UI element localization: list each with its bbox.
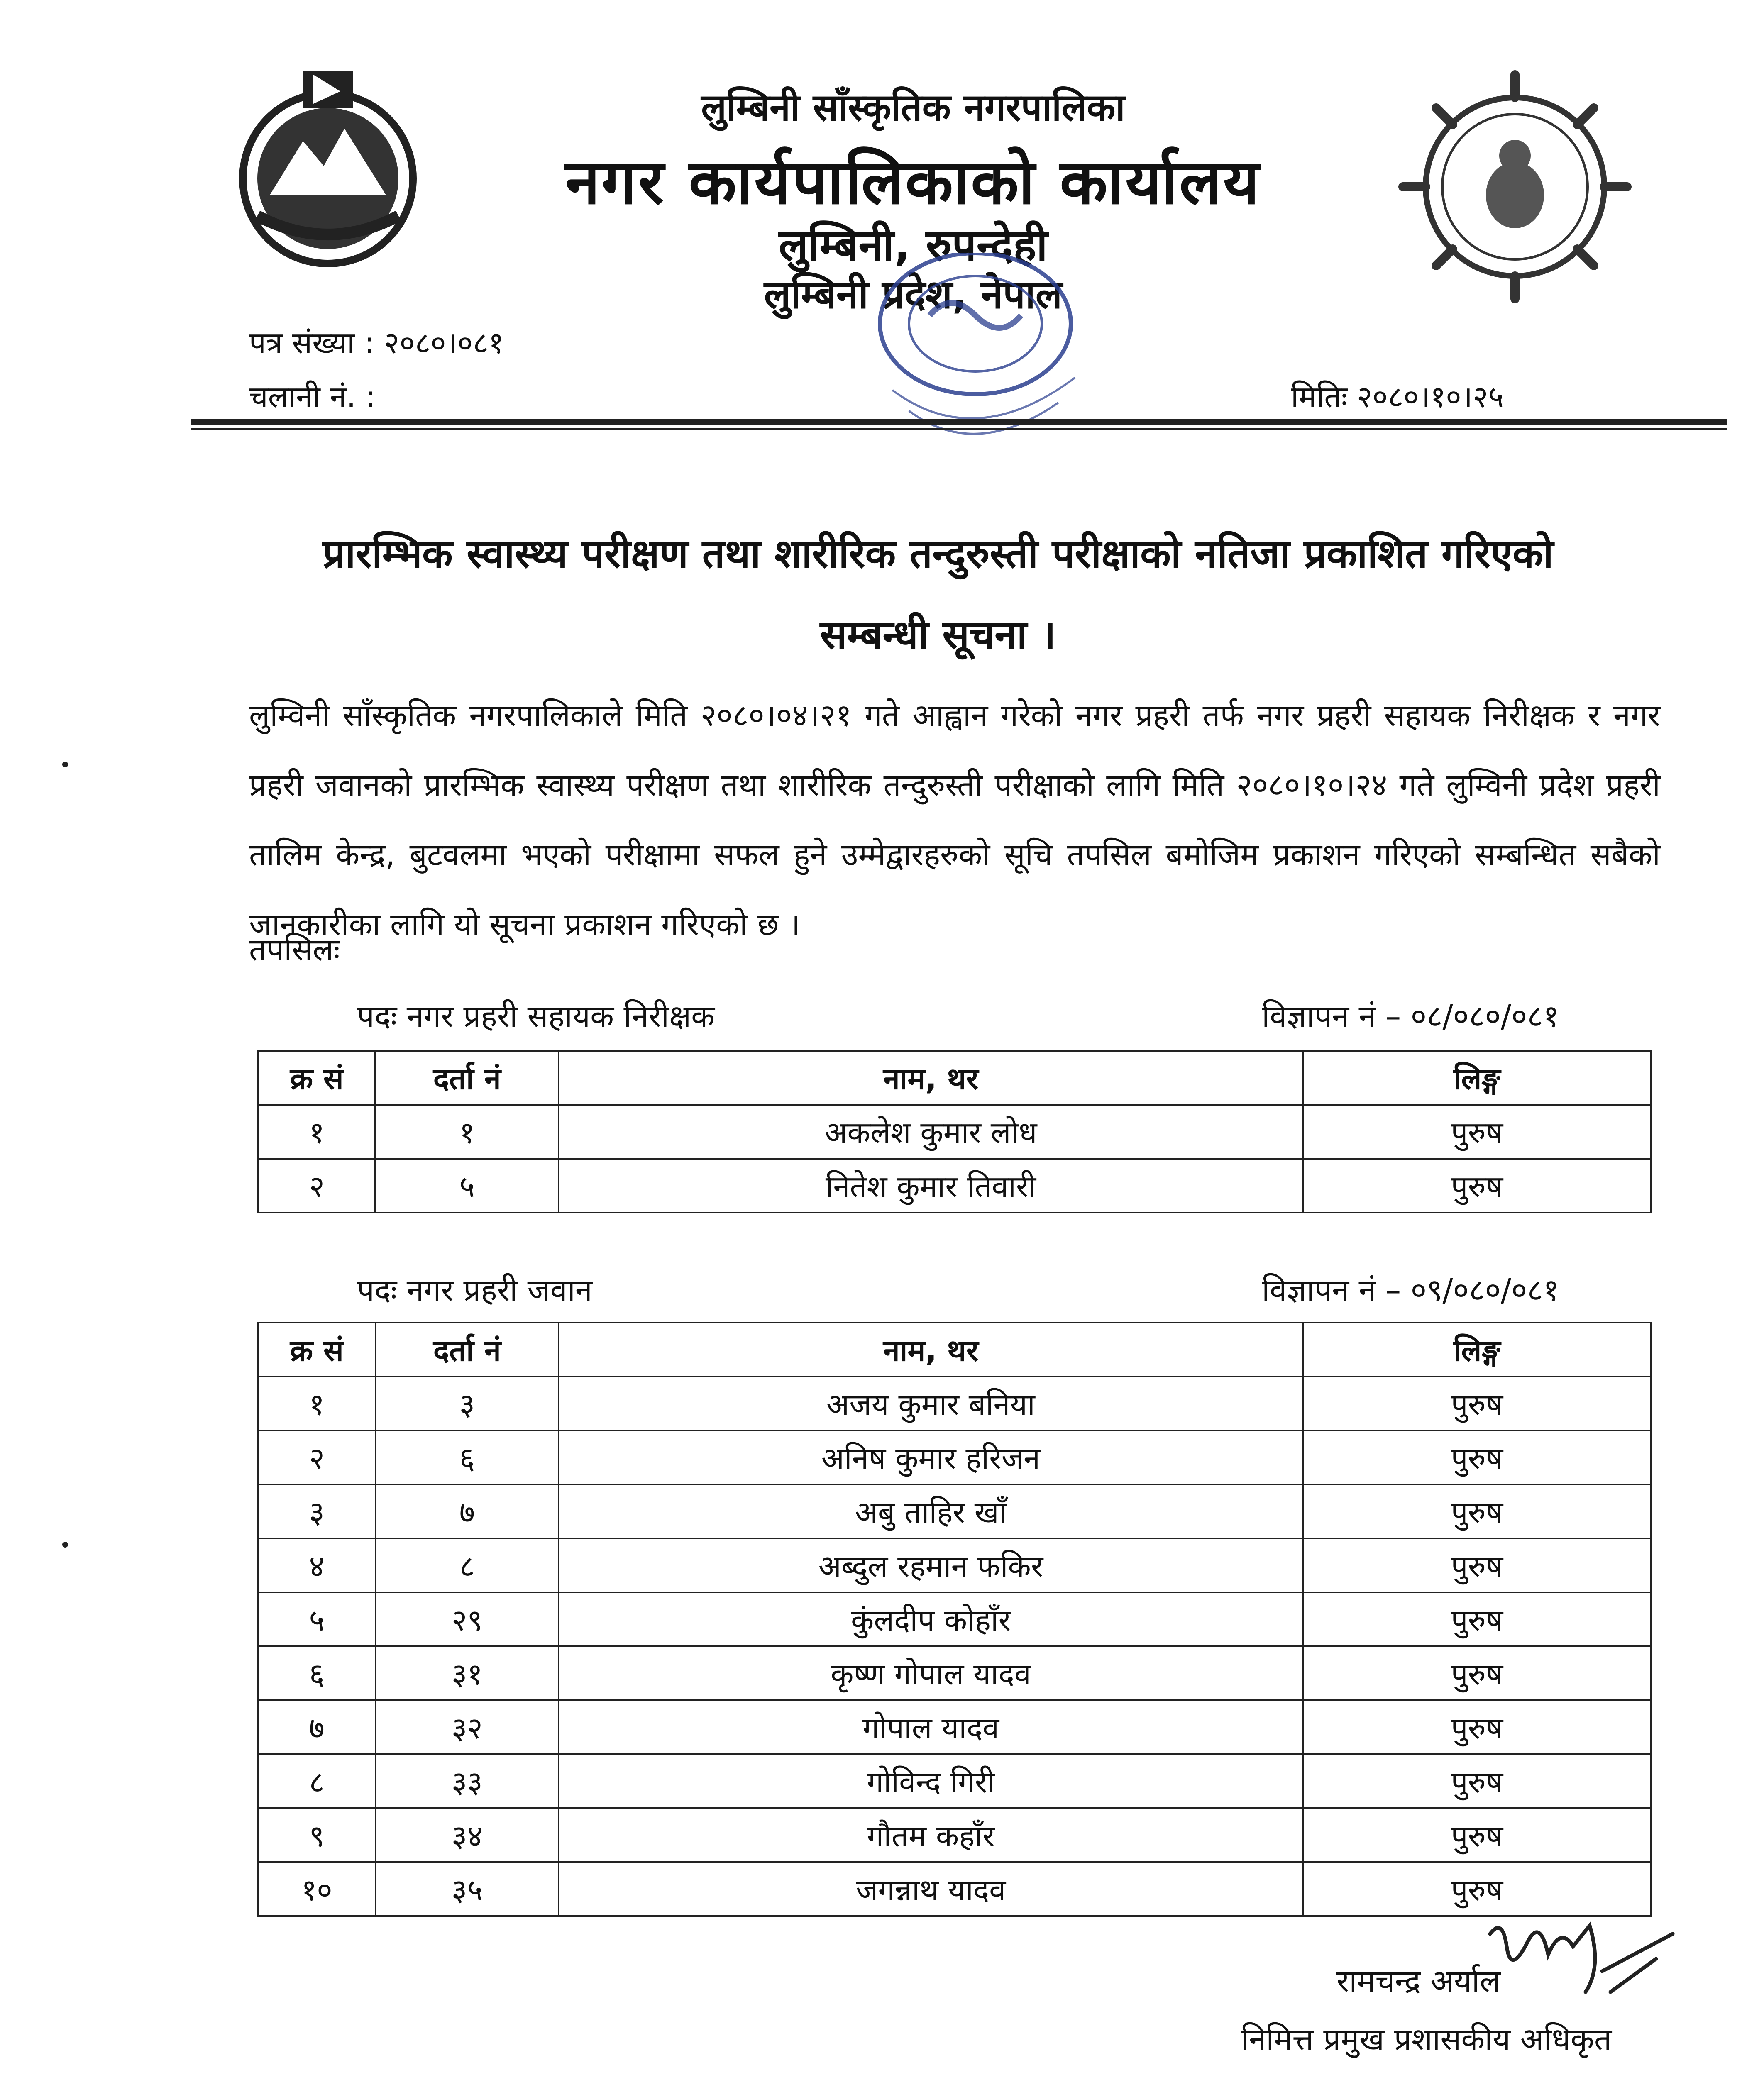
- cell-serial: ९: [258, 1808, 376, 1862]
- nepal-emblem-icon: [232, 58, 423, 290]
- results-table-constable: [257, 1322, 1652, 1917]
- col-serial: क्र सं: [258, 1323, 376, 1377]
- details-heading: तपसिलः: [249, 932, 340, 968]
- cell-gender: पुरुष: [1303, 1754, 1651, 1808]
- cell-serial: ७: [258, 1700, 376, 1754]
- table-header-row: [258, 1051, 1651, 1105]
- cell-gender: पुरुष: [1303, 1105, 1651, 1159]
- cell-name: जगन्नाथ यादव: [559, 1862, 1303, 1916]
- table-row: [258, 1646, 1651, 1700]
- table-row: [258, 1862, 1651, 1916]
- signatory-name: रामचन्द्र अर्याल: [1336, 1963, 1501, 1999]
- office-seal-stamp: [826, 253, 1125, 469]
- table-row: [258, 1592, 1651, 1646]
- cell-name: अनिष कुमार हरिजन: [559, 1431, 1303, 1484]
- cell-registration: ७: [376, 1484, 559, 1538]
- cell-registration: ३: [376, 1377, 559, 1431]
- table-row: [258, 1754, 1651, 1808]
- cell-name: अजय कुमार बनिया: [559, 1377, 1303, 1431]
- cell-registration: २९: [376, 1592, 559, 1646]
- cell-name: गोपाल यादव: [559, 1700, 1303, 1754]
- col-name: नाम, थर: [559, 1323, 1303, 1377]
- table-row: [258, 1431, 1651, 1484]
- advertisement-number-inspector: विज्ञापन नं – ०८/०८०/०८१: [1262, 998, 1559, 1034]
- cell-gender: पुरुष: [1303, 1431, 1651, 1484]
- cell-serial: ४: [258, 1538, 376, 1592]
- office-location: लुम्बिनी, रुपन्देही: [779, 220, 1048, 271]
- cell-gender: पुरुष: [1303, 1159, 1651, 1213]
- cell-registration: १: [375, 1105, 559, 1159]
- cell-serial: १: [258, 1105, 375, 1159]
- cell-registration: ६: [376, 1431, 559, 1484]
- table-row: [258, 1159, 1651, 1213]
- header-divider-thin: [191, 428, 1727, 430]
- header-divider: [191, 419, 1727, 425]
- scan-speck: [62, 762, 68, 767]
- col-registration: दर्ता नं: [376, 1323, 559, 1377]
- municipality-name: लुम्बिनी साँस्कृतिक नगरपालिका: [701, 86, 1125, 129]
- notice-title-line2: सम्बन्धी सूचना ।: [820, 611, 1056, 658]
- cell-name: कृष्ण गोपाल यादव: [559, 1646, 1303, 1700]
- scan-speck: [62, 1542, 68, 1548]
- col-serial: क्र सं: [258, 1051, 375, 1105]
- cell-registration: ८: [376, 1538, 559, 1592]
- cell-name: नितेश कुमार तिवारी: [559, 1159, 1303, 1213]
- results-table-inspector: [257, 1050, 1652, 1213]
- col-registration: दर्ता नं: [375, 1051, 559, 1105]
- handwritten-signature: [1478, 1909, 1685, 2017]
- cell-serial: १: [258, 1377, 376, 1431]
- cell-gender: पुरुष: [1303, 1862, 1651, 1916]
- cell-gender: पुरुष: [1303, 1538, 1651, 1592]
- post-label-inspector: पदः नगर प्रहरी सहायक निरीक्षक: [357, 998, 715, 1034]
- cell-serial: १०: [258, 1862, 376, 1916]
- reference-number: पत्र संख्या : २०८०।०८१: [249, 325, 504, 360]
- col-gender: लिङ्ग: [1303, 1051, 1651, 1105]
- cell-serial: ८: [258, 1754, 376, 1808]
- cell-serial: ६: [258, 1646, 376, 1700]
- cell-gender: पुरुष: [1303, 1484, 1651, 1538]
- cell-name: अबु ताहिर खाँ: [559, 1484, 1303, 1538]
- cell-serial: २: [258, 1159, 375, 1213]
- col-name: नाम, थर: [559, 1051, 1303, 1105]
- table-row: [258, 1808, 1651, 1862]
- office-province: लुम्बिनी प्रदेश, नेपाल: [764, 272, 1063, 317]
- notice-title: प्रारम्भिक स्वास्थ्य परीक्षण तथा शारीरिक तन्दुरुस्ती परीक्षाको नतिजा प्रकाशित गरिएको: [323, 530, 1554, 577]
- cell-name: अकलेश कुमार लोध: [559, 1105, 1303, 1159]
- advertisement-number-constable: विज्ञापन नं – ०९/०८०/०८१: [1262, 1272, 1559, 1308]
- cell-gender: पुरुष: [1303, 1808, 1651, 1862]
- col-gender: लिङ्ग: [1303, 1323, 1651, 1377]
- table-row: [258, 1105, 1651, 1159]
- cell-name: गौतम कहाँर: [559, 1808, 1303, 1862]
- table-header-row: [258, 1323, 1651, 1377]
- cell-registration: ३१: [376, 1646, 559, 1700]
- cell-registration: ३४: [376, 1808, 559, 1862]
- cell-registration: ३२: [376, 1700, 559, 1754]
- cell-name: अब्दुल रहमान फकिर: [559, 1538, 1303, 1592]
- cell-registration: ३३: [376, 1754, 559, 1808]
- dispatch-number: चलानी नं. :: [249, 379, 376, 414]
- office-name: नगर कार्यपालिकाको कार्यालय: [565, 146, 1261, 218]
- cell-registration: ५: [375, 1159, 559, 1213]
- cell-gender: पुरुष: [1303, 1700, 1651, 1754]
- cell-name: कुंलदीप कोहाँर: [559, 1592, 1303, 1646]
- table-row: [258, 1700, 1651, 1754]
- letter-date: मितिः २०८०।१०।२५: [1291, 379, 1504, 414]
- signatory-title: निमित्त प्रमुख प्रशासकीय अधिकृत: [1241, 2021, 1612, 2057]
- cell-registration: ३५: [376, 1862, 559, 1916]
- cell-gender: पुरुष: [1303, 1377, 1651, 1431]
- cell-serial: ५: [258, 1592, 376, 1646]
- cell-serial: २: [258, 1431, 376, 1484]
- cell-name: गोविन्द गिरी: [559, 1754, 1303, 1808]
- notice-body: लुम्विनी साँस्कृतिक नगरपालिकाले मिति २०८०।०४।२१ गते आह्वान गरेको नगर प्रहरी तर्फ नगर प्रहरी सहायक निरीक्षक र नगर प्रहरी जवानको प्रारम्भिक स्वास्थ्य परीक्षण तथा शारीरिक तन्दुरुस्ती परीक्षाको लागि मिति २०८०।१०।२४ गते लुम्विनी प्रदेश प्रहरी तालिम केन्द्र, बुटवलमा भएको परीक्षामा सफल हुने उम्मेद्वारहरुको सूचि तपसिल बमोजिम प्रकाशन गरिएको सम्बन्धित सबैको जानकारीका लागि यो सूचना प्रकाशन गरिएको छ ।: [249, 698, 1660, 942]
- table-row: [258, 1538, 1651, 1592]
- table-row: [258, 1484, 1651, 1538]
- post-label-constable: पदः नगर प्रहरी जवान: [357, 1272, 592, 1308]
- table-row: [258, 1377, 1651, 1431]
- municipality-logo-icon: [1386, 58, 1644, 315]
- cell-serial: ३: [258, 1484, 376, 1538]
- cell-gender: पुरुष: [1303, 1646, 1651, 1700]
- cell-gender: पुरुष: [1303, 1592, 1651, 1646]
